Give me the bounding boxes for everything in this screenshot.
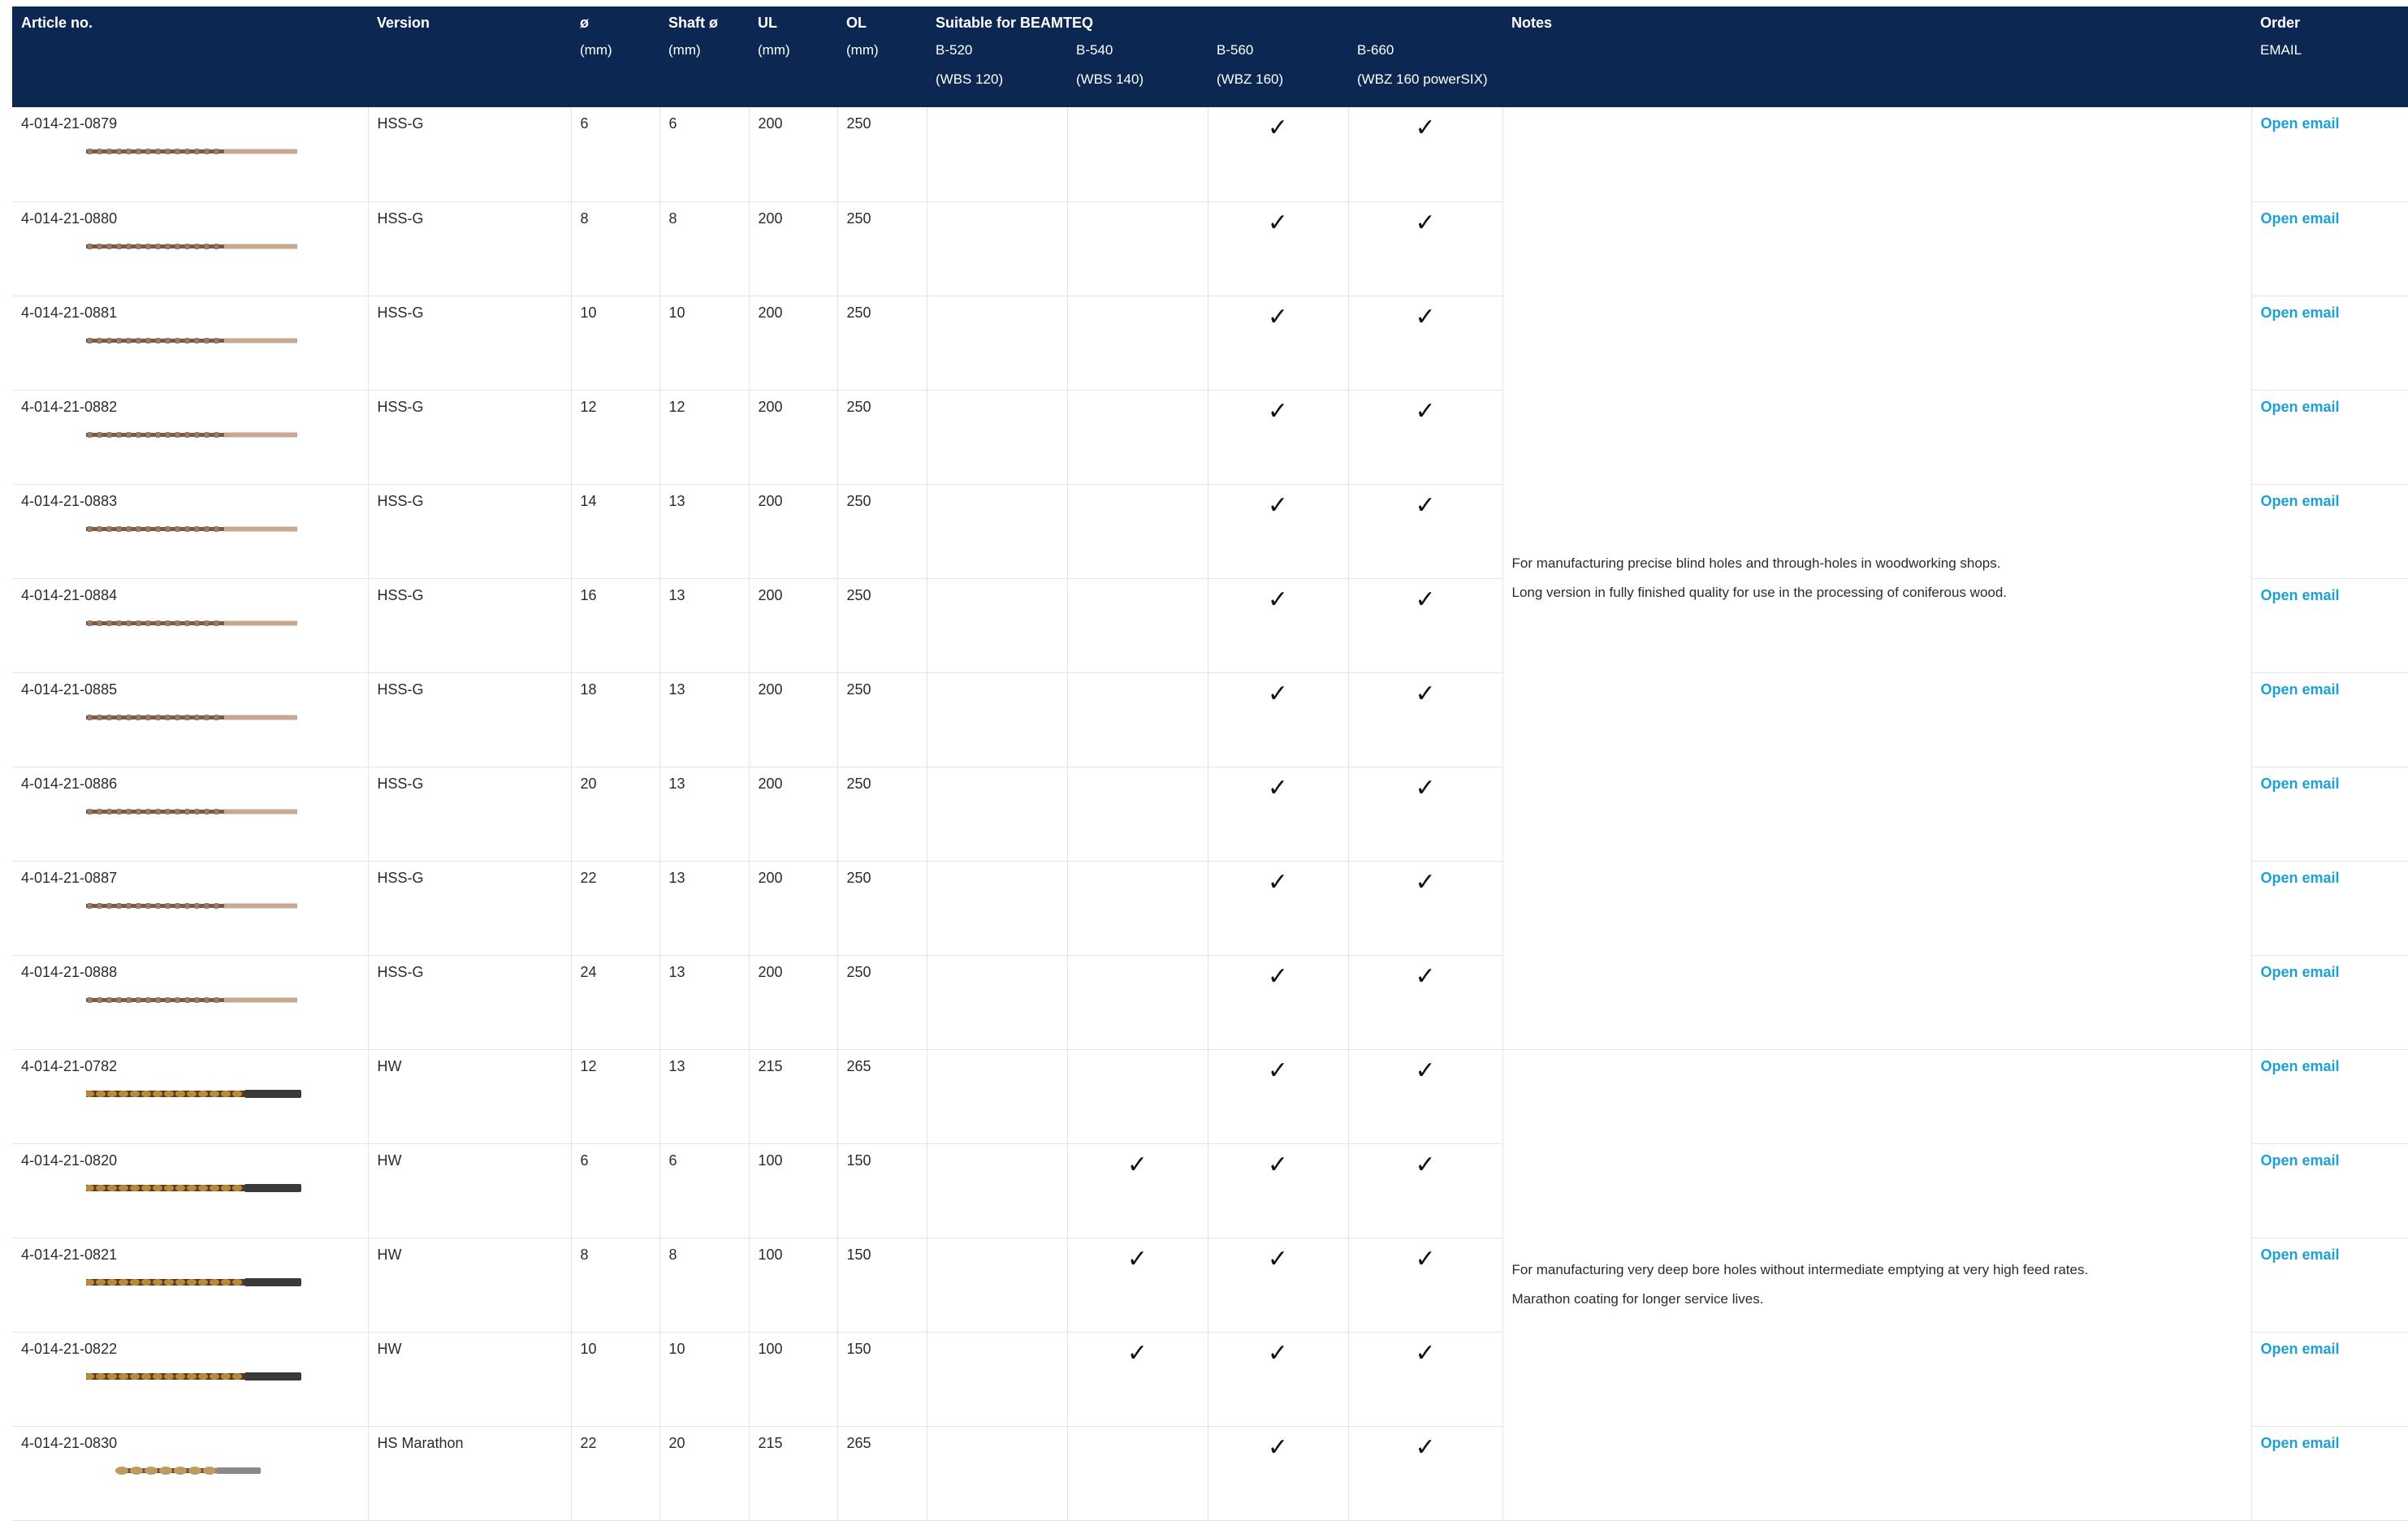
order-cell [2251,1332,2408,1426]
hss-drill-bit-image [86,897,297,914]
check-icon: ✓ [1267,491,1289,519]
open-email-link[interactable]: Open email [2260,1057,2340,1074]
header-article: Article no. [12,6,368,39]
suitability-b660 [1348,296,1502,390]
header-ul: UL [749,6,837,39]
header-spacer [749,68,837,107]
header-machine-b560: B-560 [1208,39,1348,68]
version-cell: HSS-G [368,861,571,955]
diameter-cell: 14 [571,484,659,578]
suitability-b520 [927,1238,1067,1332]
ol-cell: 250 [837,484,927,578]
order-cell [2251,861,2408,955]
header-suitable: Suitable for BEAMTEQ [927,6,1502,39]
table-row [12,107,2408,201]
suitability-b520 [927,1426,1067,1520]
hss-drill-bit-image [86,614,297,632]
header-ul-unit: (mm) [749,39,837,68]
suitability-b660 [1348,861,1502,955]
article-number: 4-014-21-0881 [21,304,118,321]
notes-cell [1502,1049,2251,1520]
open-email-link[interactable]: Open email [2260,210,2340,227]
notes-line: For manufacturing very deep bore holes without intermediate emptying at very high feed rates. [1511,1262,2089,1277]
ul-cell: 200 [749,955,837,1049]
version-cell: HW [368,1143,571,1238]
hss-drill-bit-image [86,237,297,255]
shaft-cell: 6 [659,1143,749,1238]
open-email-link[interactable]: Open email [2260,304,2340,321]
hss-drill-bit-image [86,142,297,160]
ol-cell: 250 [837,578,927,672]
check-icon: ✓ [1415,397,1436,425]
ol-cell: 250 [837,296,927,390]
header-shaft: Shaft ø [659,6,749,39]
shaft-cell: 12 [659,390,749,484]
article-cell [12,578,368,672]
ul-cell: 200 [749,107,837,201]
version-cell: HSS-G [368,767,571,861]
suitability-b660 [1348,484,1502,578]
ul-cell: 200 [749,767,837,861]
check-icon: ✓ [1415,585,1436,613]
ol-cell: 250 [837,672,927,767]
version-cell: HW [368,1332,571,1426]
notes-line: Marathon coating for longer service lives. [1511,1291,1764,1307]
header-diameter-unit: (mm) [571,39,659,68]
suitability-b540 [1067,767,1208,861]
header-order-sub: EMAIL [2251,39,2408,68]
article-cell [12,767,368,861]
check-icon: ✓ [1415,1433,1436,1461]
check-icon: ✓ [1267,115,1289,141]
article-number: 4-014-21-0782 [21,1057,118,1074]
suitability-b520 [927,201,1067,296]
order-cell [2251,484,2408,578]
suitability-b520 [927,1332,1067,1426]
diameter-cell: 20 [571,767,659,861]
hss-drill-bit-image [86,802,297,820]
check-icon: ✓ [1267,585,1289,613]
suitability-b540 [1067,1049,1208,1143]
article-cell [12,201,368,296]
hw-drill-bit-image [86,1179,297,1197]
check-icon: ✓ [1267,868,1289,896]
header-order: Order [2251,6,2408,39]
article-number: 4-014-21-0820 [21,1152,118,1169]
ol-cell: 150 [837,1238,927,1332]
suitability-b660 [1348,1238,1502,1332]
article-cell [12,107,368,201]
product-table-container [12,6,2408,1521]
shaft-cell: 13 [659,484,749,578]
header-shaft-unit: (mm) [659,39,749,68]
article-number: 4-014-21-0884 [21,586,118,603]
suitability-b540 [1067,201,1208,296]
check-icon: ✓ [1415,962,1436,990]
diameter-cell: 8 [571,201,659,296]
suitability-b520 [927,578,1067,672]
check-icon: ✓ [1267,303,1289,331]
suitability-b540 [1067,861,1208,955]
suitability-b560 [1208,201,1348,296]
ul-cell: 200 [749,390,837,484]
order-cell [2251,767,2408,861]
article-cell [12,390,368,484]
notes-line: For manufacturing precise blind holes and through-holes in woodworking shops. [1511,555,2001,571]
suitability-b560 [1208,296,1348,390]
order-cell [2251,578,2408,672]
open-email-link[interactable]: Open email [2260,492,2340,509]
check-icon: ✓ [1267,397,1289,425]
check-icon: ✓ [1415,680,1436,707]
suitability-b520 [927,1049,1067,1143]
article-number: 4-014-21-0886 [21,775,118,792]
ul-cell: 100 [749,1332,837,1426]
version-cell: HSS-G [368,484,571,578]
check-icon: ✓ [1126,1245,1148,1273]
table-row [12,1049,2408,1143]
header-machine-b540-sub: (WBS 140) [1067,68,1208,107]
diameter-cell: 16 [571,578,659,672]
order-cell [2251,107,2408,201]
suitability-b520 [927,484,1067,578]
article-number: 4-014-21-0822 [21,1340,118,1357]
suitability-b560 [1208,107,1348,201]
article-number: 4-014-21-0885 [21,681,118,698]
header-notes: Notes [1502,6,2251,39]
check-icon: ✓ [1267,1245,1289,1273]
suitability-b540 [1067,1332,1208,1426]
order-cell [2251,955,2408,1049]
check-icon: ✓ [1267,962,1289,990]
open-email-link[interactable]: Open email [2260,398,2340,415]
ol-cell: 150 [837,1332,927,1426]
suitability-b560 [1208,767,1348,861]
ol-cell: 150 [837,1143,927,1238]
header-ol: OL [837,6,927,39]
suitability-b540 [1067,1143,1208,1238]
suitability-b540 [1067,672,1208,767]
hw-drill-bit-image [86,1273,297,1291]
open-email-link[interactable]: Open email [2260,586,2340,603]
article-cell [12,296,368,390]
ol-cell: 250 [837,107,927,201]
ol-cell: 250 [837,201,927,296]
header-machine-b520: B-520 [927,39,1067,68]
order-cell [2251,390,2408,484]
diameter-cell: 6 [571,107,659,201]
ul-cell: 100 [749,1143,837,1238]
order-cell [2251,296,2408,390]
suitability-b520 [927,672,1067,767]
ul-cell: 200 [749,296,837,390]
suitability-b560 [1208,955,1348,1049]
suitability-b560 [1208,1238,1348,1332]
header-version: Version [368,6,571,39]
product-table [12,6,2408,1521]
ol-cell: 250 [837,390,927,484]
suitability-b520 [927,1143,1067,1238]
header-spacer [2251,68,2408,107]
shaft-cell: 8 [659,1238,749,1332]
check-icon: ✓ [1415,868,1436,896]
open-email-link[interactable]: Open email [2260,1434,2340,1451]
hss-drill-bit-image [86,520,297,538]
suitability-b560 [1208,1143,1348,1238]
diameter-cell: 6 [571,1143,659,1238]
shaft-cell: 6 [659,107,749,201]
article-number: 4-014-21-0830 [21,1434,118,1451]
check-icon: ✓ [1267,774,1289,802]
hss-drill-bit-image [86,708,297,726]
header-machine-b520-sub: (WBS 120) [927,68,1067,107]
shaft-cell: 13 [659,672,749,767]
article-cell [12,1143,368,1238]
suitability-b660 [1348,1426,1502,1520]
check-icon: ✓ [1415,1056,1436,1084]
open-email-link[interactable]: Open email [2260,775,2340,792]
ul-cell: 200 [749,861,837,955]
shaft-cell: 13 [659,861,749,955]
open-email-link[interactable]: Open email [2260,1246,2340,1263]
ul-cell: 215 [749,1426,837,1520]
marathon-drill-bit-image [86,1462,297,1480]
diameter-cell: 8 [571,1238,659,1332]
table-body [12,107,2408,1520]
suitability-b540 [1067,107,1208,201]
check-icon: ✓ [1267,1339,1289,1367]
shaft-cell: 20 [659,1426,749,1520]
suitability-b540 [1067,1238,1208,1332]
hw-drill-bit-image [86,1368,297,1385]
hw-drill-bit-image [86,1085,297,1103]
article-cell [12,861,368,955]
version-cell: HW [368,1238,571,1332]
shaft-cell: 13 [659,955,749,1049]
version-cell: HSS-G [368,296,571,390]
suitability-b660 [1348,390,1502,484]
notes-line: Long version in fully finished quality for use in the processing of coniferous wood. [1511,584,2008,600]
open-email-link[interactable]: Open email [2260,963,2340,980]
diameter-cell: 22 [571,1426,659,1520]
suitability-b520 [927,955,1067,1049]
notes-cell [1502,107,2251,1049]
version-cell: HSS-G [368,390,571,484]
order-cell [2251,1049,2408,1143]
hss-drill-bit-image [86,426,297,443]
ol-cell: 265 [837,1426,927,1520]
diameter-cell: 12 [571,390,659,484]
diameter-cell: 12 [571,1049,659,1143]
suitability-b560 [1208,1332,1348,1426]
suitability-b520 [927,767,1067,861]
header-ol-unit: (mm) [837,39,927,68]
check-icon: ✓ [1415,209,1436,236]
ul-cell: 100 [749,1238,837,1332]
header-machine-b560-sub: (WBZ 160) [1208,68,1348,107]
header-spacer [837,68,927,107]
article-cell [12,672,368,767]
ol-cell: 250 [837,861,927,955]
version-cell: HW [368,1049,571,1143]
suitability-b560 [1208,484,1348,578]
check-icon: ✓ [1415,1151,1436,1178]
diameter-cell: 10 [571,296,659,390]
shaft-cell: 10 [659,1332,749,1426]
version-cell: HSS-G [368,955,571,1049]
shaft-cell: 13 [659,767,749,861]
diameter-cell: 18 [571,672,659,767]
check-icon: ✓ [1415,1339,1436,1367]
article-number: 4-014-21-0887 [21,869,118,886]
check-icon: ✓ [1267,209,1289,236]
suitability-b660 [1348,767,1502,861]
order-cell [2251,672,2408,767]
suitability-b660 [1348,1143,1502,1238]
header-spacer [368,68,571,107]
article-cell [12,955,368,1049]
suitability-b520 [927,296,1067,390]
open-email-link[interactable]: Open email [2260,681,2340,698]
suitability-b660 [1348,1049,1502,1143]
check-icon: ✓ [1415,491,1436,519]
suitability-b540 [1067,484,1208,578]
suitability-b560 [1208,861,1348,955]
header-spacer [12,68,368,107]
suitability-b560 [1208,1426,1348,1520]
ul-cell: 200 [749,578,837,672]
version-cell: HSS-G [368,201,571,296]
header-diameter: ø [571,6,659,39]
order-cell [2251,1426,2408,1520]
suitability-b520 [927,861,1067,955]
suitability-b660 [1348,578,1502,672]
check-icon: ✓ [1415,115,1436,141]
open-email-link[interactable]: Open email [2260,1340,2340,1357]
ol-cell: 265 [837,1049,927,1143]
article-number: 4-014-21-0879 [21,115,118,132]
suitability-b540 [1067,578,1208,672]
order-cell [2251,1238,2408,1332]
diameter-cell: 22 [571,861,659,955]
header-machine-b660-sub: (WBZ 160 powerSIX) [1348,68,1502,107]
diameter-cell: 10 [571,1332,659,1426]
header-spacer [571,68,659,107]
ol-cell: 250 [837,955,927,1049]
suitability-b540 [1067,955,1208,1049]
version-cell: HSS-G [368,578,571,672]
ul-cell: 215 [749,1049,837,1143]
article-number: 4-014-21-0882 [21,398,118,415]
suitability-b520 [927,390,1067,484]
article-number: 4-014-21-0880 [21,210,118,227]
header-spacer [1502,68,2251,107]
suitability-b540 [1067,1426,1208,1520]
article-number: 4-014-21-0888 [21,963,118,980]
suitability-b660 [1348,1332,1502,1426]
suitability-b660 [1348,107,1502,201]
suitability-b540 [1067,390,1208,484]
check-icon: ✓ [1415,774,1436,802]
header-version-sub [368,39,571,68]
hss-drill-bit-image [86,991,297,1009]
table-header [12,6,2408,107]
check-icon: ✓ [1267,680,1289,707]
article-number: 4-014-21-0821 [21,1246,118,1263]
header-notes-sub [1502,39,2251,68]
check-icon: ✓ [1126,1151,1148,1178]
diameter-cell: 24 [571,955,659,1049]
article-cell [12,484,368,578]
check-icon: ✓ [1267,1151,1289,1178]
order-cell [2251,1143,2408,1238]
suitability-b660 [1348,672,1502,767]
suitability-b560 [1208,578,1348,672]
header-machine-b540: B-540 [1067,39,1208,68]
header-machine-b660: B-660 [1348,39,1502,68]
order-cell [2251,201,2408,296]
ul-cell: 200 [749,484,837,578]
suitability-b520 [927,107,1067,201]
version-cell: HSS-G [368,107,571,201]
article-number: 4-014-21-0883 [21,492,118,509]
suitability-b560 [1208,390,1348,484]
check-icon: ✓ [1415,303,1436,331]
ol-cell: 250 [837,767,927,861]
ul-cell: 200 [749,201,837,296]
ul-cell: 200 [749,672,837,767]
shaft-cell: 8 [659,201,749,296]
open-email-link[interactable]: Open email [2260,869,2340,886]
article-cell [12,1332,368,1426]
shaft-cell: 10 [659,296,749,390]
article-cell [12,1426,368,1520]
check-icon: ✓ [1267,1433,1289,1461]
check-icon: ✓ [1126,1339,1148,1367]
hss-drill-bit-image [86,331,297,349]
check-icon: ✓ [1415,1245,1436,1273]
suitability-b660 [1348,201,1502,296]
suitability-b540 [1067,296,1208,390]
header-spacer [659,68,749,107]
article-cell [12,1238,368,1332]
suitability-b660 [1348,955,1502,1049]
header-article-sub [12,39,368,68]
suitability-b560 [1208,1049,1348,1143]
shaft-cell: 13 [659,578,749,672]
version-cell: HS Marathon [368,1426,571,1520]
version-cell: HSS-G [368,672,571,767]
shaft-cell: 13 [659,1049,749,1143]
check-icon: ✓ [1267,1056,1289,1084]
suitability-b560 [1208,672,1348,767]
open-email-link[interactable]: Open email [2260,115,2340,132]
open-email-link[interactable]: Open email [2260,1152,2340,1169]
article-cell [12,1049,368,1143]
